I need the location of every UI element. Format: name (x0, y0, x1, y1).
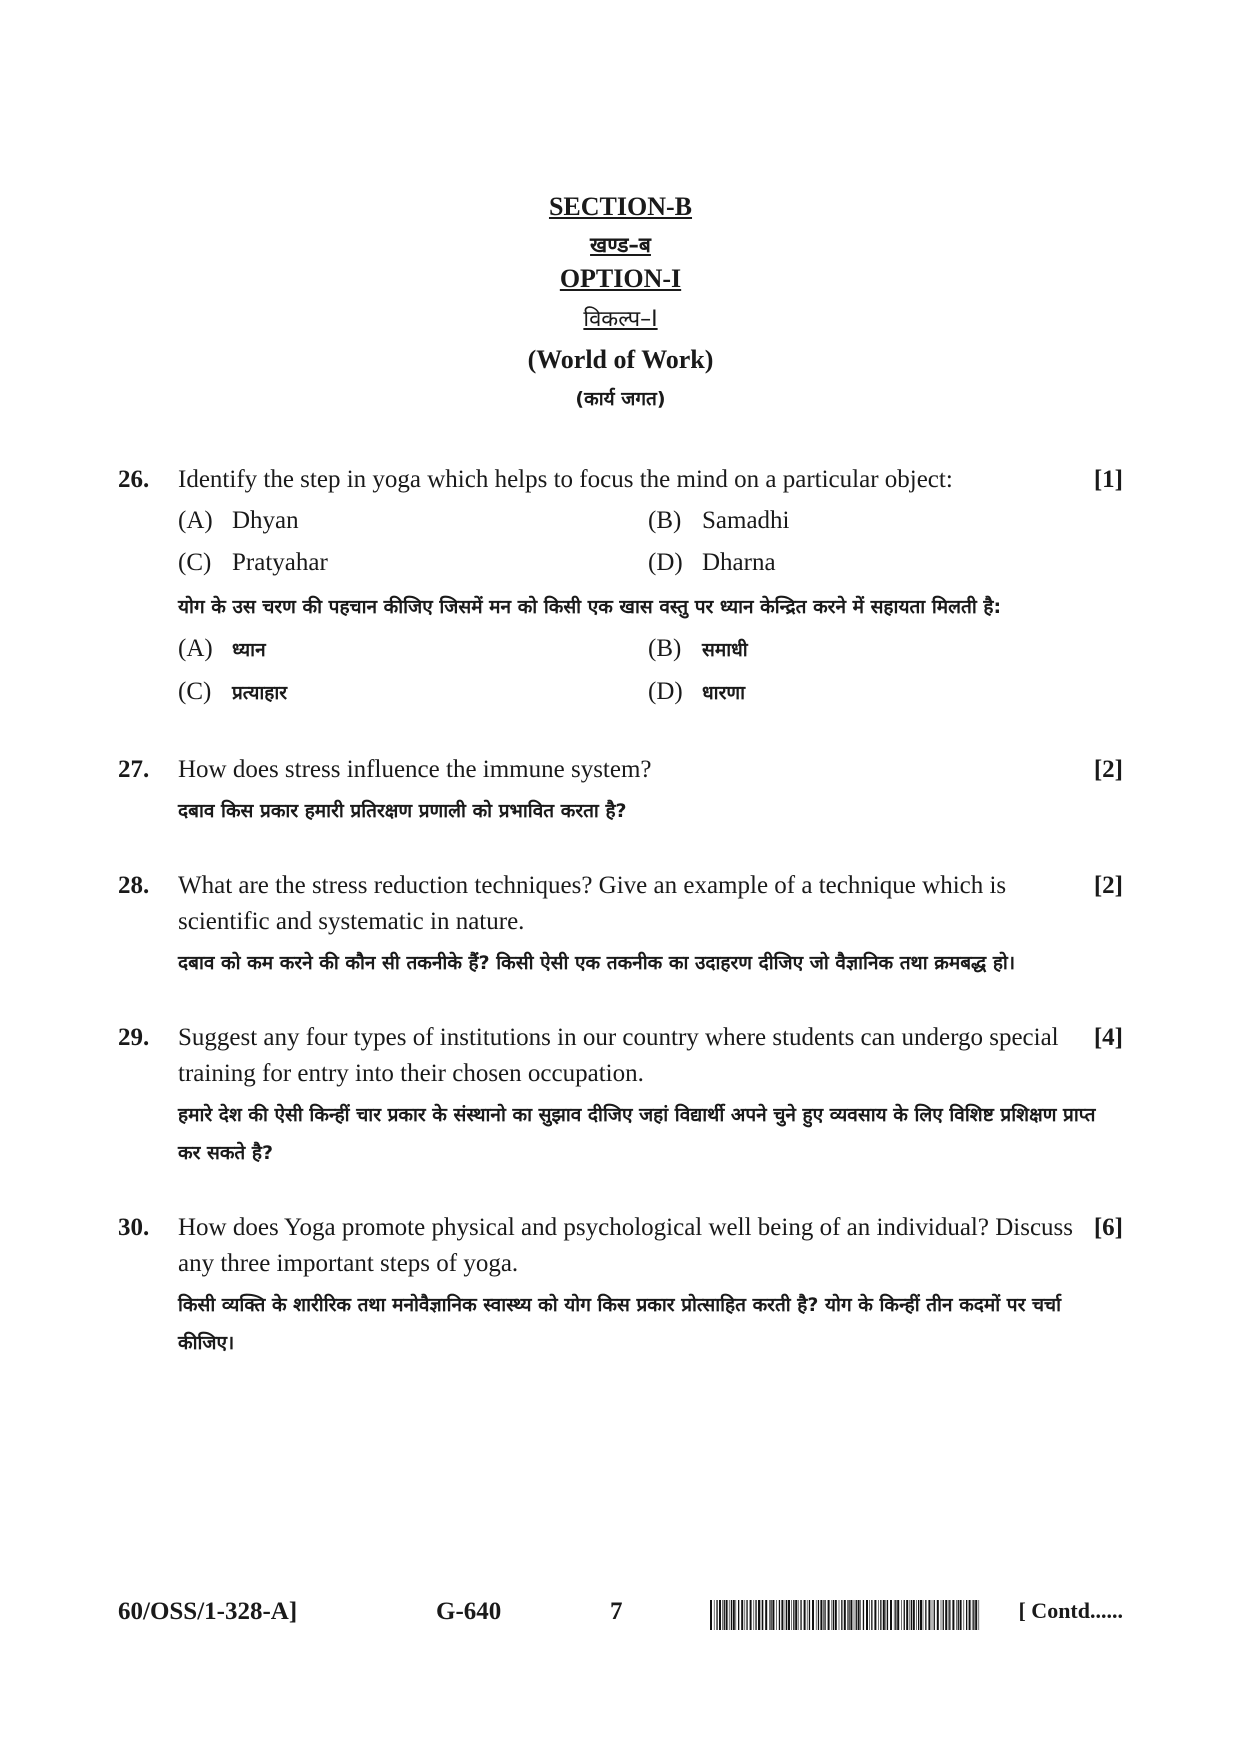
question-text-hi: दबाव किस प्रकार हमारी प्रतिरक्षण प्रणाली को प्रभावित करता है? (178, 800, 627, 822)
barcode-bar (746, 1600, 747, 1630)
barcode-bar (847, 1600, 848, 1630)
option-c: (C) Pratyahar (178, 549, 328, 576)
barcode-bar (945, 1600, 947, 1630)
barcode-bar (824, 1600, 825, 1630)
barcode-bar (932, 1600, 933, 1630)
option-a: (A) Dhyan (178, 507, 299, 534)
question-30 (118, 1210, 1123, 1362)
question-text-en: Suggest any four types of institutions in our country where students can undergo special training for entry into their chosen occupation. (178, 1024, 1059, 1087)
barcode-bar (941, 1600, 942, 1630)
barcode-bar (937, 1600, 939, 1630)
barcode-bar (776, 1600, 777, 1630)
barcode-bar (738, 1600, 739, 1630)
barcode-bar (966, 1600, 967, 1630)
question-marks: [2] (1093, 756, 1123, 783)
barcode-bar (835, 1600, 837, 1630)
page-number: 7 (610, 1598, 623, 1625)
barcode-bar (906, 1600, 908, 1630)
page-footer (118, 1598, 1123, 1638)
question-text-hi: किसी व्यक्ति के शारीरिक तथा मनोवैज्ञानिक स्वास्थ्य को योग किस प्रकार प्रोत्साहित करती है? योग के किन्हीं तीन कदमों पर चर्चा कीजिए। (178, 1294, 1062, 1354)
question-26 (118, 462, 1123, 714)
barcode-bar (841, 1600, 842, 1630)
barcode-bar (880, 1600, 881, 1630)
section-title-en: SECTION-B (548, 192, 693, 221)
question-marks: [4] (1093, 1024, 1123, 1051)
barcode-bar (918, 1600, 919, 1630)
barcode-bar (952, 1600, 954, 1630)
barcode-bar (886, 1600, 887, 1630)
barcode-bar (820, 1600, 822, 1630)
barcode-bar (910, 1600, 911, 1630)
barcode-bar (770, 1600, 771, 1630)
option-b: (B) Samadhi (648, 507, 790, 534)
barcode-bar (897, 1600, 899, 1630)
option-title-en: OPTION-I (559, 264, 682, 293)
barcode-bar (807, 1600, 808, 1630)
barcode-bar (916, 1600, 917, 1630)
barcode-bar (719, 1600, 721, 1630)
barcode-bar (866, 1600, 868, 1630)
barcode-bar (733, 1600, 735, 1630)
barcode-bar (923, 1600, 924, 1630)
barcode-bar (839, 1600, 840, 1630)
barcode-bar (793, 1600, 794, 1630)
barcode-bar (920, 1600, 922, 1630)
barcode-bar (772, 1600, 774, 1630)
barcode-bar (934, 1600, 935, 1630)
barcode-bar (816, 1600, 817, 1630)
barcode-bar (973, 1600, 974, 1630)
barcode-bar (913, 1600, 915, 1630)
barcode-bar (869, 1600, 870, 1630)
paper-code: 60/OSS/1-328-A] (118, 1598, 298, 1625)
barcode-bar (818, 1600, 819, 1630)
barcode-bar (833, 1600, 834, 1630)
barcode-bar (809, 1600, 810, 1630)
barcode-bar (850, 1600, 852, 1630)
barcode (710, 1600, 982, 1630)
barcode-bar (812, 1600, 814, 1630)
barcode-bar (956, 1600, 957, 1630)
barcode-bar (755, 1600, 756, 1630)
options-hi (178, 628, 1123, 714)
barcode-bar (925, 1600, 926, 1630)
barcode-bar (904, 1600, 905, 1630)
barcode-bar (878, 1600, 879, 1630)
barcode-bar (911, 1600, 912, 1630)
barcode-bar (736, 1600, 737, 1630)
option-a-hi: (A) ध्यान (178, 635, 266, 662)
set-code: G-640 (436, 1598, 502, 1625)
question-28 (118, 868, 1123, 982)
topic-title-hi: (कार्य जगत) (575, 388, 666, 410)
barcode-bar (948, 1600, 949, 1630)
question-number: 29. (118, 1024, 150, 1051)
question-text-hi: दबाव को कम करने की कौन सी तकनीके हैं? किसी ऐसी एक तकनीक का उदाहरण दीजिए जो वैज्ञानिक तथा क्रमबद्ध हो। (178, 952, 1016, 974)
barcode-bar (758, 1600, 760, 1630)
barcode-bar (731, 1600, 732, 1630)
question-number: 30. (118, 1214, 150, 1241)
section-title-hi: खण्ड–ब (590, 233, 651, 257)
question-text-hi: योग के उस चरण की पहचान कीजिए जिसमें मन को किसी एक खास वस्तु पर ध्यान केन्द्रित करने में सहायता मिलती है: (178, 596, 1002, 618)
barcode-bar (894, 1600, 895, 1630)
barcode-bar (969, 1600, 971, 1630)
question-text-hi: हमारे देश की ऐसी किन्हीं चार प्रकार के संस्थानो का सुझाव दीजिए जहां विद्यार्थी अपने चुने हुए व्यवसाय के लिए विशिष्ट प्रशिक्षण प्राप्त कर सकते है? (178, 1104, 1096, 1164)
barcode-bar (729, 1600, 730, 1630)
option-d-hi: (D) धारणा (648, 678, 746, 705)
barcode-bar (943, 1600, 944, 1630)
barcode-bar (895, 1600, 896, 1630)
barcode-bar (788, 1600, 790, 1630)
barcode-bar (754, 1600, 755, 1630)
barcode-bar (958, 1600, 959, 1630)
barcode-bar (860, 1600, 861, 1630)
continued-label: [ Contd...... (1018, 1598, 1123, 1623)
option-b-hi: (B) समाधी (648, 635, 748, 662)
question-text-en: How does Yoga promote physical and psychological well being of an individual? Discuss any three important steps of yoga. (178, 1214, 1073, 1277)
question-marks: [2] (1093, 872, 1123, 899)
barcode-bar (854, 1600, 855, 1630)
question-marks: [1] (1093, 466, 1123, 493)
barcode-bar (883, 1600, 885, 1630)
barcode-bar (863, 1600, 864, 1630)
barcode-bar (722, 1600, 723, 1630)
barcode-bar (779, 1600, 780, 1630)
barcode-bar (785, 1600, 786, 1630)
barcode-bar (795, 1600, 797, 1630)
barcode-bar (960, 1600, 962, 1630)
barcode-bar (828, 1600, 830, 1630)
barcode-bar (786, 1600, 787, 1630)
barcode-bar (761, 1600, 762, 1630)
barcode-bar (798, 1600, 799, 1630)
section-heading (118, 190, 1123, 418)
barcode-bar (804, 1600, 806, 1630)
barcode-bar (856, 1600, 857, 1630)
barcode-bar (964, 1600, 965, 1630)
question-marks: [6] (1093, 1214, 1123, 1241)
barcode-bar (724, 1600, 725, 1630)
barcode-bar (874, 1600, 876, 1630)
option-c-hi: (C) प्रत्याहार (178, 678, 288, 705)
topic-title-en: (World of Work) (527, 345, 714, 374)
question-list (118, 462, 1123, 1362)
barcode-bar (928, 1600, 930, 1630)
barcode-bar (762, 1600, 763, 1630)
question-29 (118, 1020, 1123, 1172)
option-d: (D) Dharna (648, 549, 776, 576)
barcode-bar (745, 1600, 746, 1630)
barcode-bar (972, 1600, 973, 1630)
question-text-en: What are the stress reduction techniques? Give an example of a technique which is scientific and systematic in nature. (178, 872, 1007, 935)
barcode-bar (769, 1600, 770, 1630)
barcode-bar (858, 1600, 860, 1630)
barcode-bar (848, 1600, 849, 1630)
barcode-bar (716, 1600, 717, 1630)
option-title-hi: विकल्प–I (583, 307, 658, 332)
barcode-bar (890, 1600, 892, 1630)
question-text-en: How does stress influence the immune system? (178, 756, 652, 783)
barcode-bar (726, 1600, 728, 1630)
question-text-en: Identify the step in yoga which helps to focus the mind on a particular object: (178, 466, 953, 493)
barcode-bar (979, 1600, 980, 1630)
barcode-bar (781, 1600, 783, 1630)
barcode-bar (832, 1600, 833, 1630)
barcode-bar (710, 1600, 712, 1630)
barcode-bar (844, 1600, 846, 1630)
barcode-bar (791, 1600, 792, 1630)
barcode-bar (949, 1600, 950, 1630)
barcode-bar (750, 1600, 752, 1630)
question-27 (118, 752, 1123, 830)
barcode-bar (871, 1600, 872, 1630)
question-number: 26. (118, 466, 150, 493)
barcode-bar (975, 1600, 977, 1630)
barcode-bar (714, 1600, 715, 1630)
barcode-bar (901, 1600, 902, 1630)
barcode-bar (887, 1600, 888, 1630)
barcode-bar (800, 1600, 801, 1630)
barcode-bar (765, 1600, 767, 1630)
question-number: 27. (118, 756, 150, 783)
barcode-bar (741, 1600, 743, 1630)
barcode-bar (823, 1600, 824, 1630)
options-en (178, 500, 1123, 584)
question-number: 28. (118, 872, 150, 899)
